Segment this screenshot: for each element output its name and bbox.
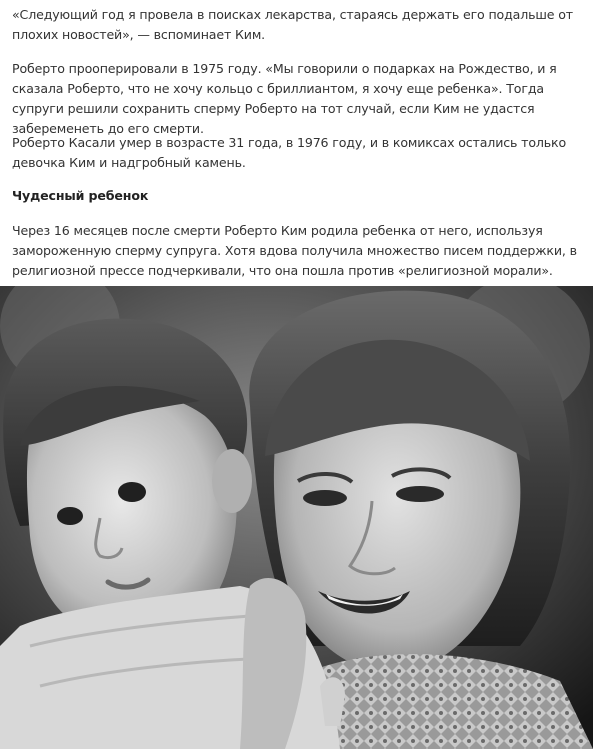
article-paragraph: Роберто Касали умер в возрасте 31 года, в 1976 году, и в комиксах остались только девочка Ким и надгробный камень. (12, 135, 567, 170)
article-paragraph: Через 16 месяцев после смерти Роберто Ким родила ребенка от него, используя замороженную сперму супруга. Хотя вдова получила множество писем поддержки, в религиозной прессе подчеркивали, что она пошла против «религиозной морали». (12, 223, 577, 278)
section-heading: Чудесный ребенок (12, 188, 149, 203)
article-paragraph: Роберто прооперировали в 1975 году. «Мы говорили о подарках на Рождество, и я сказала Роберто, что не хочу кольцо с бриллиантом, я хочу еще ребенка». Тогда супруги решили сохранить сперму Роберто на тот случай, если Ким не удастся забеременеть до его смерти. (12, 61, 557, 136)
article-paragraph: «Следующий год я провела в поисках лекарства, стараясь держать его подальше от плохих новостей», — вспоминает Ким. (12, 7, 573, 42)
photo-illustration (0, 286, 593, 749)
black-and-white-photo (0, 286, 593, 749)
